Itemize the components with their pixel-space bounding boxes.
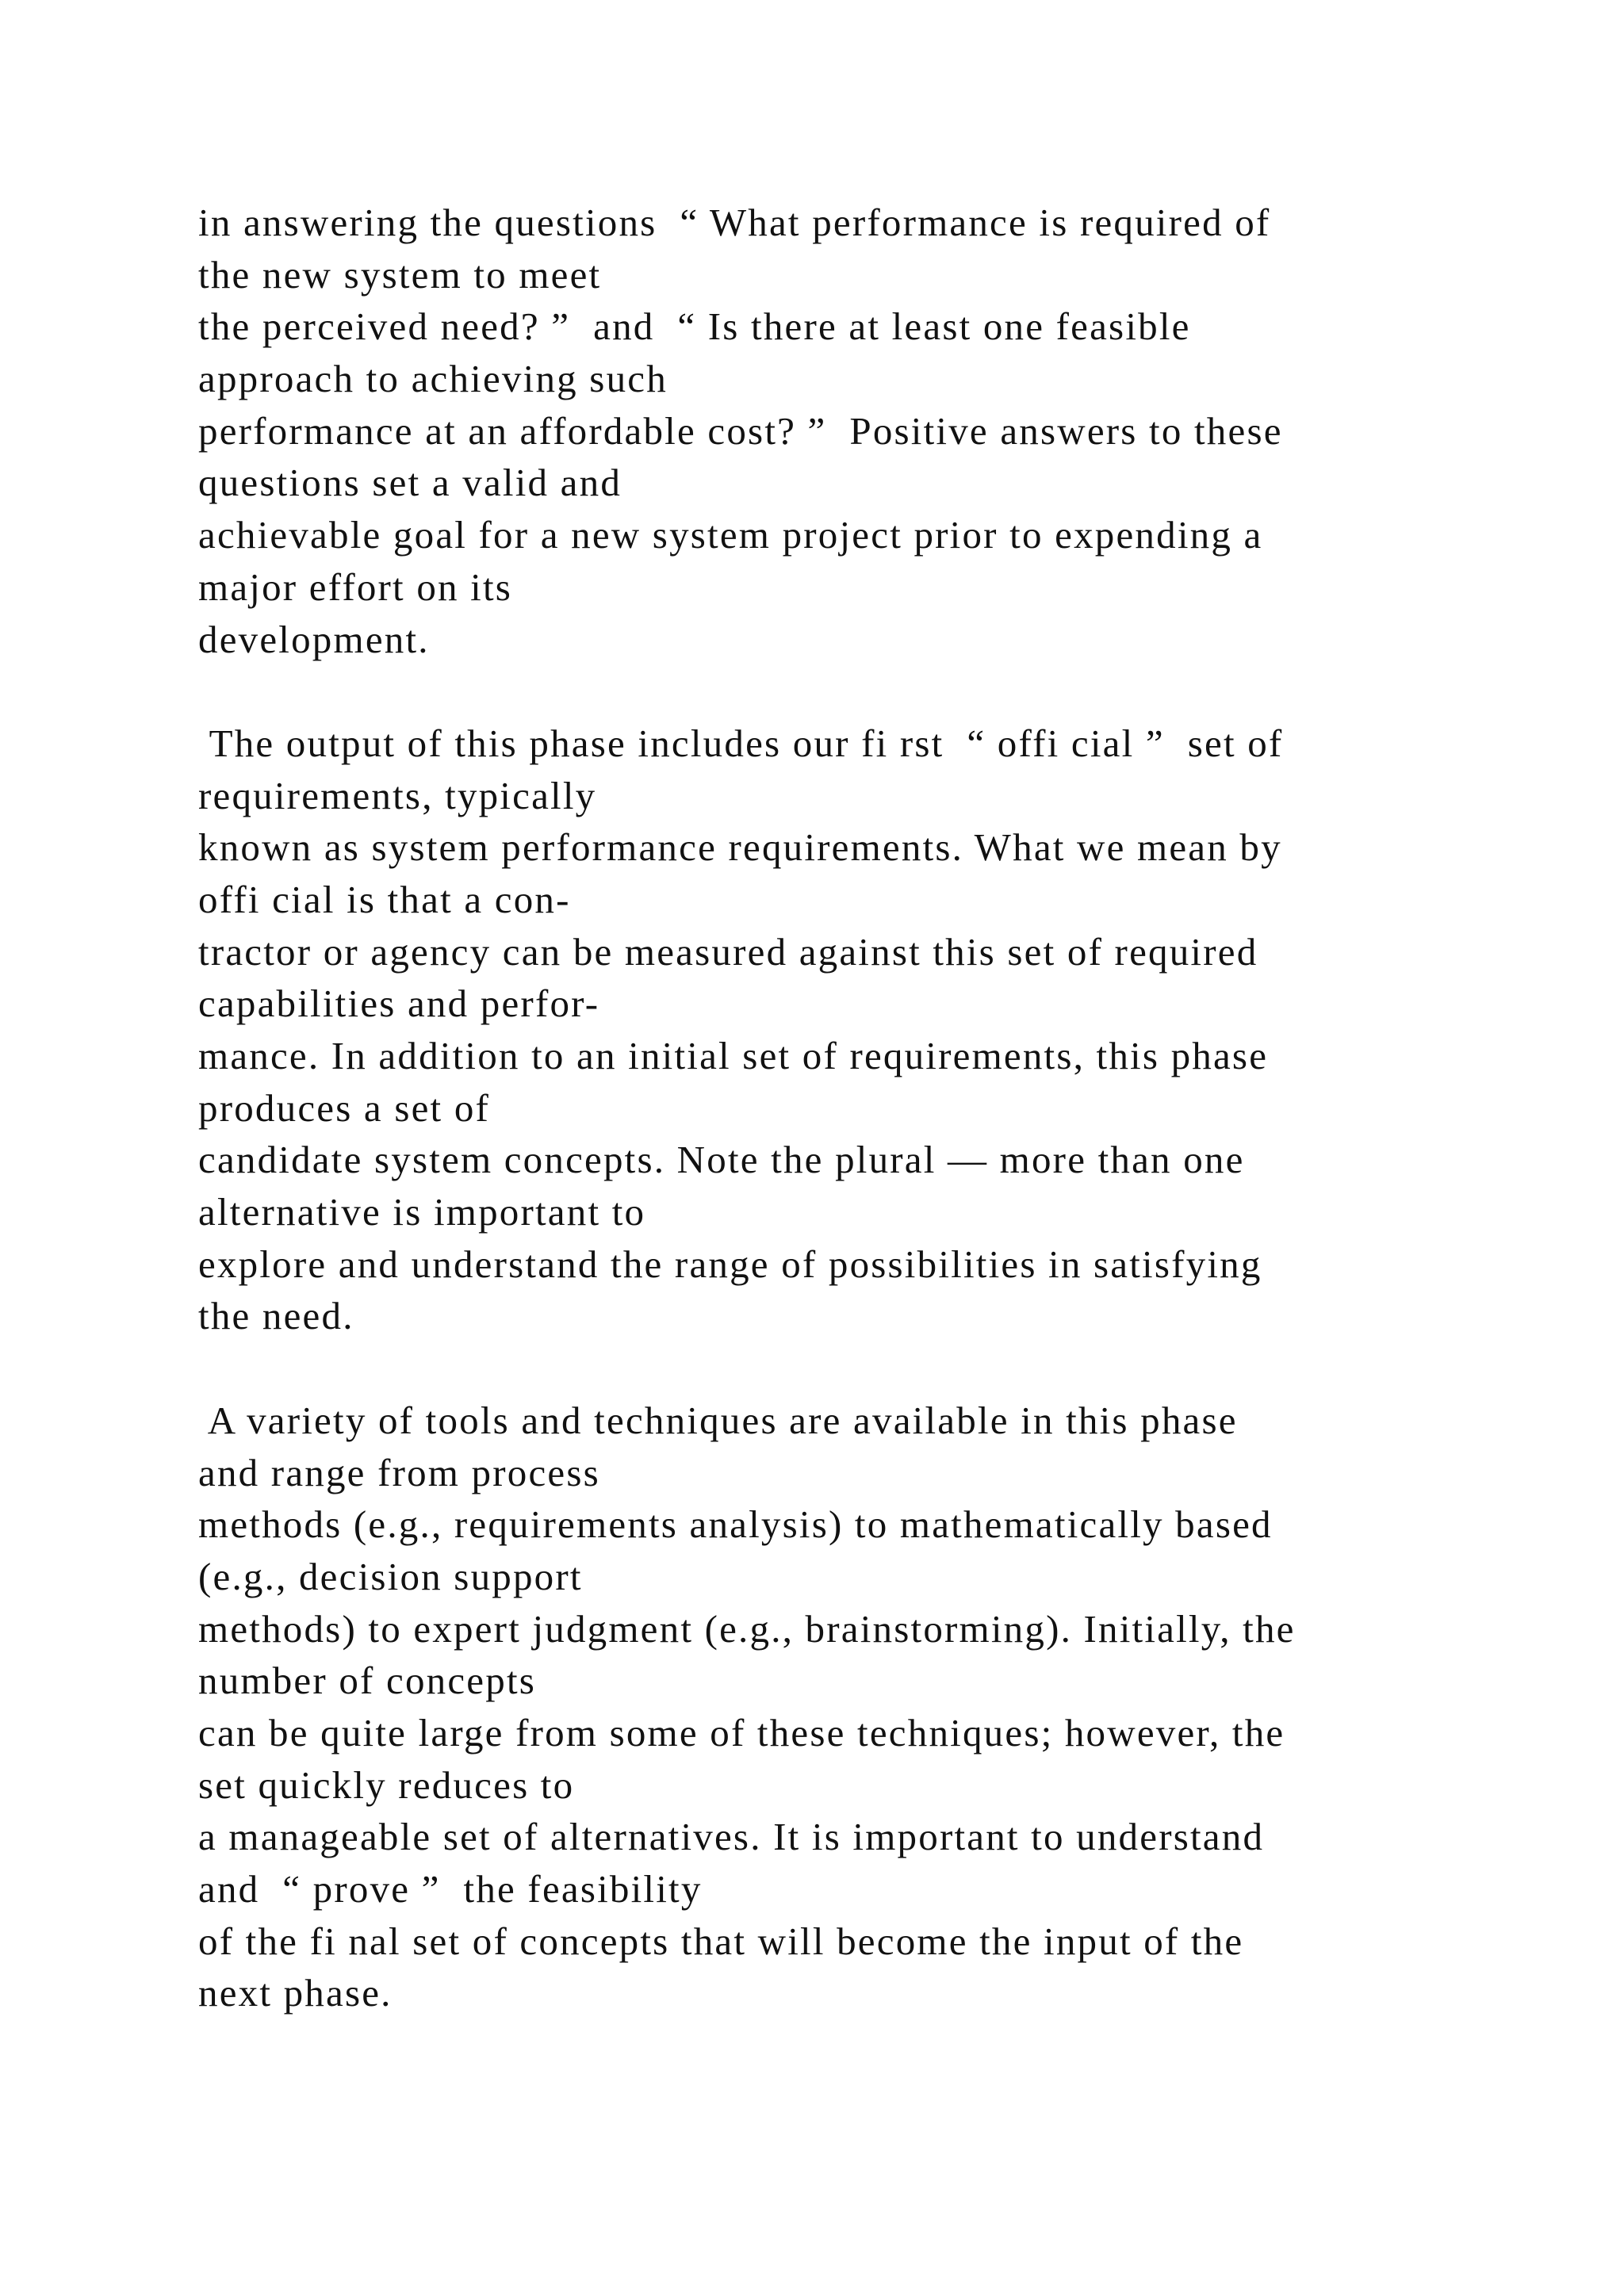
text-line: alternative is important to <box>198 1190 646 1234</box>
text-line: produces a set of <box>198 1085 491 1130</box>
paragraph-2 <box>198 718 1507 1342</box>
text-line: the perceived need? ” and “ Is there at least one feasible <box>198 304 1191 349</box>
text-line: major effort on its <box>198 564 513 609</box>
text-line: next phase. <box>198 1971 393 2015</box>
text-line: explore and understand the range of possibilities in satisfying <box>198 1242 1262 1286</box>
text-line: methods (e.g., requirements analysis) to mathematically based <box>198 1502 1273 1547</box>
text-line: requirements, typically <box>198 773 597 817</box>
document-body <box>198 197 1507 2019</box>
text-line: known as system performance requirements. What we mean by <box>198 825 1282 870</box>
text-line: methods) to expert judgment (e.g., brainstorming). Initially, the <box>198 1606 1296 1651</box>
text-line: offi cial is that a con- <box>198 877 571 921</box>
text-line: and range from process <box>198 1450 600 1494</box>
text-line: capabilities and perfor- <box>198 982 600 1026</box>
text-line: A variety of tools and techniques are available in this phase <box>198 1398 1238 1442</box>
text-line: achievable goal for a new system project prior to expending a <box>198 513 1263 557</box>
text-line: The output of this phase includes our fi rst “ offi cial ” set of <box>198 721 1284 765</box>
paragraph-spacer <box>198 1342 1507 1395</box>
text-line: the new system to meet <box>198 252 602 297</box>
paragraph-spacer <box>198 665 1507 718</box>
text-line: questions set a valid and <box>198 461 622 505</box>
text-line: the need. <box>198 1294 354 1338</box>
text-line: in answering the questions “ What performance is required of <box>198 201 1271 244</box>
text-line: of the fi nal set of concepts that will become the input of the <box>198 1919 1244 1963</box>
text-line: approach to achieving such <box>198 357 668 401</box>
text-line: number of concepts <box>198 1659 537 1703</box>
text-line: mance. In addition to an initial set of requirements, this phase <box>198 1034 1269 1077</box>
text-line: can be quite large from some of these techniques; however, the <box>198 1710 1285 1755</box>
text-line: and “ prove ” the feasibility <box>198 1867 703 1911</box>
text-line: performance at an affordable cost? ” Positive answers to these <box>198 408 1283 453</box>
text-line: (e.g., decision support <box>198 1554 583 1598</box>
text-line: candidate system concepts. Note the plural — more than one <box>198 1138 1245 1182</box>
text-line: a manageable set of alternatives. It is important to understand <box>198 1815 1265 1859</box>
paragraph-1 <box>198 197 1507 665</box>
text-line: set quickly reduces to <box>198 1762 575 1807</box>
text-line: development. <box>198 617 430 661</box>
paragraph-3 <box>198 1395 1507 2019</box>
text-line: tractor or agency can be measured against this set of required <box>198 929 1258 974</box>
